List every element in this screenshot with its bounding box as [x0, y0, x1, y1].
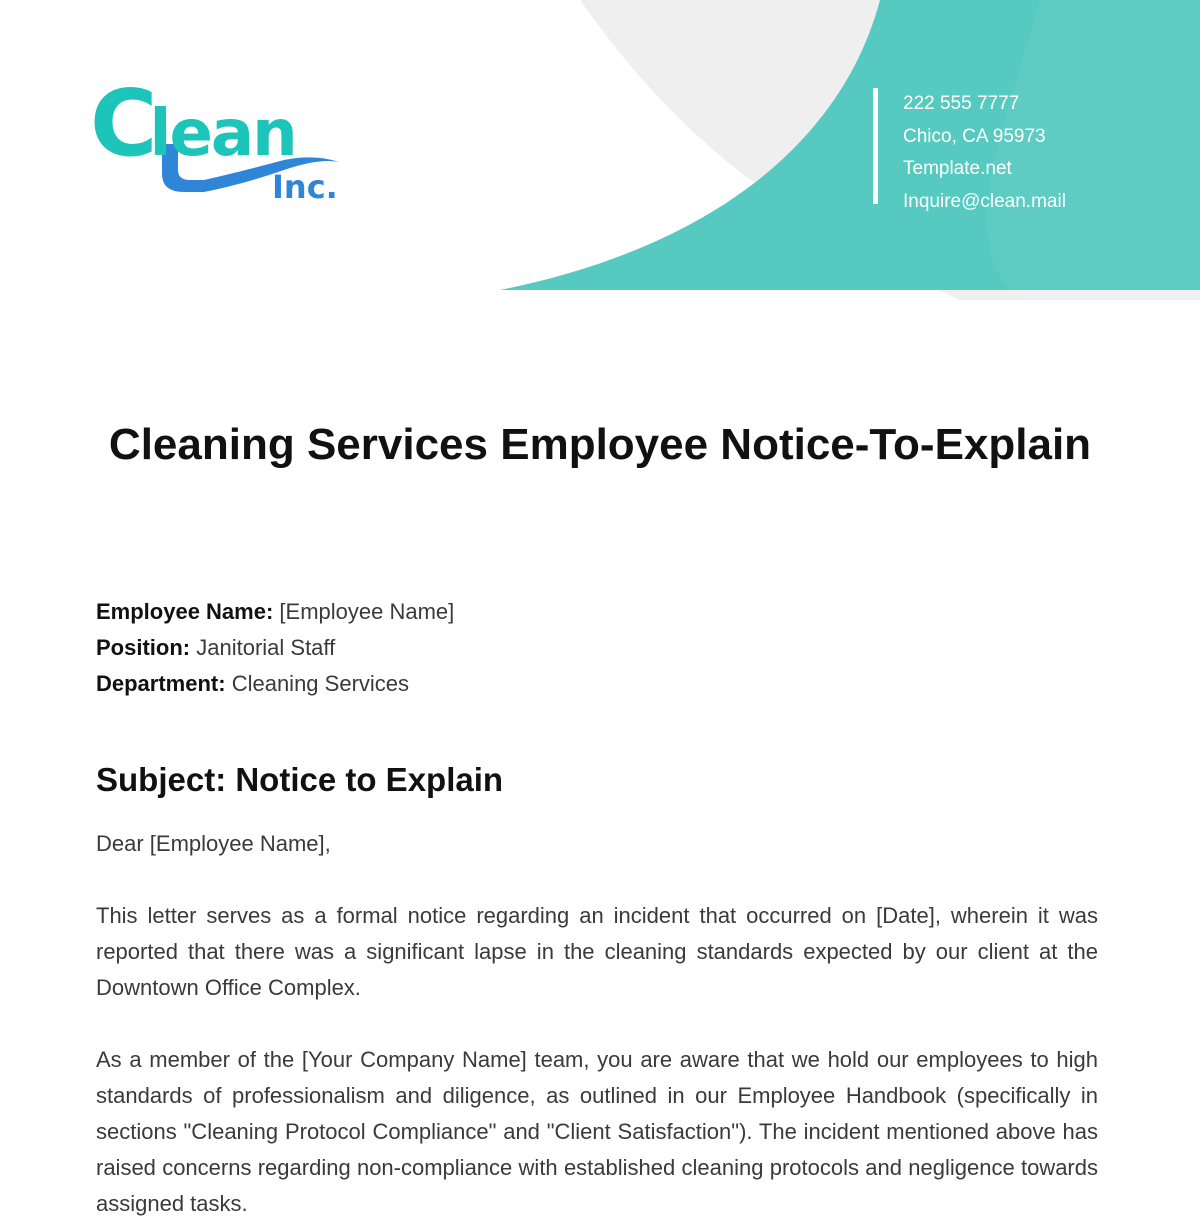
- field-label: Employee Name:: [96, 599, 274, 624]
- logo-suffix: Inc.: [272, 168, 338, 206]
- company-logo: [90, 70, 350, 218]
- greeting: Dear [Employee Name],: [96, 831, 331, 856]
- employee-details: [96, 594, 454, 702]
- logo-wordmark: Clean: [90, 70, 296, 177]
- document-title: Cleaning Services Employee Notice-To-Explain: [108, 420, 1092, 469]
- field-label: Department:: [96, 671, 226, 696]
- contact-website: Template.net: [903, 158, 1012, 179]
- field-position: [96, 630, 454, 666]
- contact-block: [873, 88, 1066, 212]
- contact-city: Chico, CA 95973: [903, 125, 1046, 147]
- field-value: Cleaning Services: [231, 671, 410, 696]
- body-paragraph-2: As a member of the [Your Company Name] team, you are aware that we hold our employees to high standards of professionalism and diligence, as outlined in our Employee Handbook (specifically in sections "Cleaning Protocol Compliance" and "Client Satisfaction"). The incident mentioned above has raised concerns regarding non-compliance with established cleaning protocols and negligence towards assigned tasks.: [96, 1047, 1098, 1216]
- subject-heading: Subject: Notice to Explain: [96, 761, 504, 798]
- contact-email: Inquire@clean.mail: [903, 190, 1066, 212]
- field-employee-name: [96, 594, 454, 630]
- field-value: [Employee Name]: [279, 599, 455, 624]
- contact-phone: 222 555 7777: [903, 93, 1020, 114]
- field-department: [96, 666, 454, 702]
- field-value: Janitorial Staff: [196, 635, 336, 660]
- body-paragraph-1: This letter serves as a formal notice regarding an incident that occurred on [Date], wherein it was reported that there was a significant lapse in the cleaning standards expected by our client at the Downtown Office Complex.: [96, 903, 1098, 1000]
- field-label: Position:: [96, 635, 191, 660]
